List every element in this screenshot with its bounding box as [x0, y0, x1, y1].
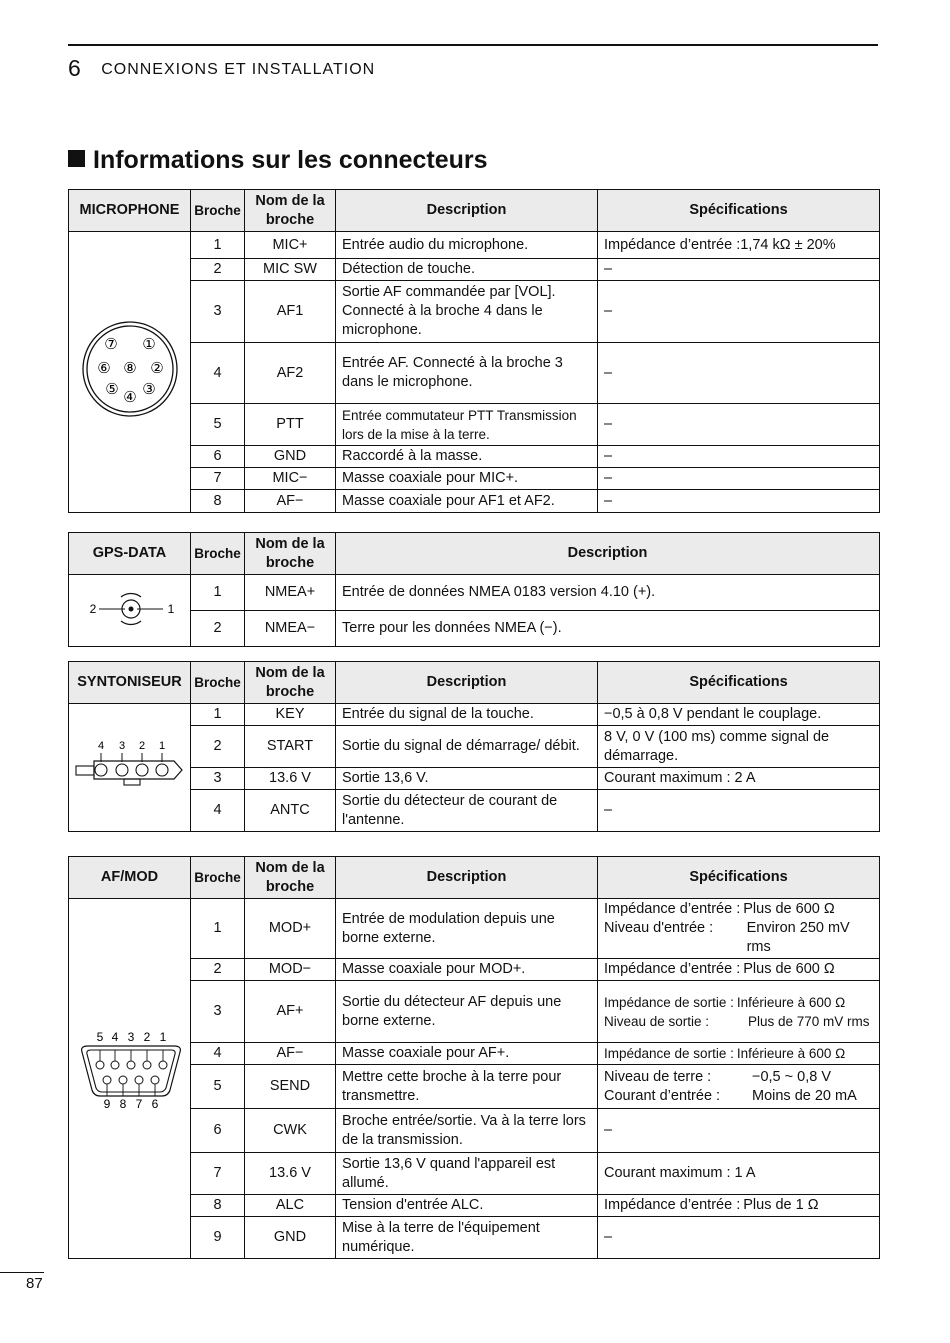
pin-name: GND	[245, 1217, 336, 1259]
pin-number: 7	[191, 1153, 245, 1195]
spec-value: Inférieure à 600 Ω	[736, 994, 846, 1010]
afmod-pin-label: 5	[96, 1029, 103, 1044]
table-row	[69, 768, 880, 790]
spec-key: Impédance d’entrée :	[604, 961, 741, 977]
pin-number: 5	[191, 404, 245, 446]
table-row	[69, 446, 880, 468]
pin-spec	[598, 981, 880, 1043]
col-nom: Nom de la broche	[245, 190, 336, 232]
pin-name: NMEA−	[245, 611, 336, 647]
section-heading	[68, 146, 488, 175]
pin-number: 2	[191, 611, 245, 647]
tuner-pin-label: 3	[118, 739, 125, 752]
table-row	[69, 259, 880, 281]
pin-number: 3	[191, 768, 245, 790]
spec-value: Environ 250 mV rms	[746, 920, 850, 955]
pin-name: AF−	[245, 490, 336, 513]
col-specifications: Spécifications	[598, 190, 880, 232]
mic-pin-label: ⑦	[103, 335, 118, 353]
col-specifications: Spécifications	[598, 857, 880, 899]
pin-spec	[598, 1217, 880, 1259]
tuner-pin-label: 4	[97, 739, 104, 752]
footer-rule	[0, 1272, 44, 1273]
table-row	[69, 959, 880, 981]
pin-spec	[598, 1065, 880, 1109]
pin-name: ANTC	[245, 790, 336, 832]
spec-key: Impédance de sortie :	[604, 994, 734, 1010]
pin-name: MIC−	[245, 468, 336, 490]
pin-number: 4	[191, 790, 245, 832]
afmod-pin-label: 2	[143, 1029, 150, 1044]
pin-name: MOD−	[245, 959, 336, 981]
pin-number: 5	[191, 1065, 245, 1109]
pin-number: 6	[191, 446, 245, 468]
pin-name: PTT	[245, 404, 336, 446]
table-row	[69, 1153, 880, 1195]
pin-spec	[598, 1195, 880, 1217]
chapter-title: CONNEXIONS ET INSTALLATION	[101, 61, 376, 78]
table-row	[69, 1109, 880, 1153]
pin-spec: –	[598, 490, 880, 513]
tuner-connector-icon	[70, 735, 190, 795]
pin-name: MIC+	[245, 232, 336, 259]
pin-number: 1	[191, 704, 245, 726]
table-row	[69, 1065, 880, 1109]
pin-name: SEND	[245, 1065, 336, 1109]
afmod-pin-label: 7	[135, 1096, 142, 1111]
pin-number: 8	[191, 1195, 245, 1217]
gps-pin-label: 1	[167, 601, 174, 616]
microphone-table	[68, 189, 880, 513]
col-description: Description	[336, 662, 598, 704]
pin-number: 4	[191, 343, 245, 404]
table-row	[69, 726, 880, 768]
pin-name: MOD+	[245, 899, 336, 959]
pin-spec: –	[598, 468, 880, 490]
col-nom: Nom de la broche	[245, 533, 336, 575]
pin-description: Entrée de données NMEA 0183 version 4.10 (+).	[336, 575, 880, 611]
spec-value: Moins de 20 mA	[752, 1087, 857, 1104]
table-row	[69, 1217, 880, 1259]
spec-key: Niveau de sortie :	[604, 1013, 710, 1029]
pin-description: Sortie du signal de démarrage/ débit.	[336, 726, 598, 768]
page-number: 87	[26, 1275, 43, 1292]
pin-description: Sortie du détecteur AF depuis une borne externe.	[336, 981, 598, 1043]
pin-spec: Courant maximum : 2 A	[598, 768, 880, 790]
pin-name: 13.6 V	[245, 768, 336, 790]
spec-key: Courant maximum : 1 A	[604, 1165, 756, 1181]
pin-description: Sortie du détecteur de courant de l'antenne.	[336, 790, 598, 832]
mic-pin-label: ③	[141, 380, 156, 398]
connector-title: GPS-DATA	[69, 533, 191, 575]
pin-description: Mettre cette broche à la terre pour transmettre.	[336, 1065, 598, 1109]
connector-title: SYNTONISEUR	[69, 662, 191, 704]
chapter-number: 6	[68, 55, 81, 81]
pin-name: AF+	[245, 981, 336, 1043]
col-description: Description	[336, 190, 598, 232]
spec-value: Inférieure à 600 Ω	[736, 1046, 846, 1061]
col-description: Description	[336, 533, 880, 575]
table-row	[69, 1043, 880, 1065]
pin-description: Sortie AF commandée par [VOL]. Connecté à la broche 4 dans le microphone.	[336, 281, 598, 343]
pin-spec	[598, 1153, 880, 1195]
table-row	[69, 490, 880, 513]
pin-name: GND	[245, 446, 336, 468]
afmod-pin-label: 1	[159, 1029, 166, 1044]
col-description: Description	[336, 857, 598, 899]
pin-number: 6	[191, 1109, 245, 1153]
pin-description: Raccordé à la masse.	[336, 446, 598, 468]
afmod-table	[68, 856, 880, 1259]
pin-description: Entrée de modulation depuis une borne externe.	[336, 899, 598, 959]
table-header-row	[69, 857, 880, 899]
mic-pin-label: ⑤	[104, 380, 119, 398]
pin-name: ALC	[245, 1195, 336, 1217]
connector-title: MICROPHONE	[69, 190, 191, 232]
mic-pin-label: ⑥	[96, 359, 111, 377]
pin-name: NMEA+	[245, 575, 336, 611]
pin-name: AF−	[245, 1043, 336, 1065]
pin-spec	[598, 899, 880, 959]
pin-number: 1	[191, 575, 245, 611]
spec-value: Plus de 770 mV rms	[748, 1013, 870, 1029]
table-row	[69, 575, 880, 611]
pin-name: CWK	[245, 1109, 336, 1153]
col-broche: Broche	[191, 662, 245, 704]
pin-spec	[598, 1109, 880, 1153]
pin-description: Terre pour les données NMEA (−).	[336, 611, 880, 647]
pin-spec: −0,5 à 0,8 V pendant le couplage.	[598, 704, 880, 726]
pin-number: 3	[191, 981, 245, 1043]
spec-key: –	[604, 1122, 613, 1138]
spec-key: Impédance d’entrée :	[604, 1197, 741, 1213]
pin-description: Masse coaxiale pour AF+.	[336, 1043, 598, 1065]
afmod-pin-label: 3	[127, 1029, 134, 1044]
pin-number: 1	[191, 899, 245, 959]
pin-name: MIC SW	[245, 259, 336, 281]
pin-number: 8	[191, 490, 245, 513]
spec-key: Impédance de sortie :	[604, 1046, 734, 1061]
tuner-pin-label: 1	[158, 739, 165, 752]
pin-name: KEY	[245, 704, 336, 726]
table-row	[69, 281, 880, 343]
spec-value: −0,5 ~ 0,8 V	[752, 1068, 832, 1085]
table-row	[69, 404, 880, 446]
pin-spec: –	[598, 446, 880, 468]
pin-description: Entrée AF. Connecté à la broche 3 dans le microphone.	[336, 343, 598, 404]
table-row	[69, 611, 880, 647]
pin-number: 3	[191, 281, 245, 343]
dsub9-connector-icon	[70, 1026, 190, 1126]
tuner-pin-label: 2	[138, 739, 145, 752]
gps-connector-diagram	[69, 575, 191, 647]
afmod-pin-label: 8	[119, 1096, 126, 1111]
table-row	[69, 1195, 880, 1217]
mic-connector-icon	[75, 314, 185, 424]
table-header-row	[69, 533, 880, 575]
mic-pin-label: ①	[141, 335, 156, 353]
chapter-heading	[68, 55, 375, 82]
pin-description: Masse coaxiale pour MOD+.	[336, 959, 598, 981]
pin-name: START	[245, 726, 336, 768]
spec-value: Plus de 600 Ω	[743, 901, 835, 917]
table-row	[69, 704, 880, 726]
spec-value: Plus de 1 Ω	[743, 1197, 819, 1213]
pin-number: 2	[191, 259, 245, 281]
pin-spec	[598, 1043, 880, 1065]
pin-description: Mise à la terre de l'équipement numérique.	[336, 1217, 598, 1259]
pin-description: Masse coaxiale pour AF1 et AF2.	[336, 490, 598, 513]
pin-description: Tension d'entrée ALC.	[336, 1195, 598, 1217]
pin-spec: –	[598, 281, 880, 343]
mic-pin-label: ②	[149, 359, 164, 377]
tuner-table	[68, 661, 880, 832]
spec-key: Niveau de terre :	[604, 1068, 712, 1085]
connector-title: AF/MOD	[69, 857, 191, 899]
pin-name: 13.6 V	[245, 1153, 336, 1195]
table-header-row	[69, 190, 880, 232]
spec-key: –	[604, 1229, 613, 1245]
pin-number: 2	[191, 959, 245, 981]
col-broche: Broche	[191, 533, 245, 575]
col-broche: Broche	[191, 857, 245, 899]
square-bullet-icon	[68, 150, 85, 167]
col-nom: Nom de la broche	[245, 662, 336, 704]
pin-description: Détection de touche.	[336, 259, 598, 281]
spec-key: Impédance d’entrée :	[604, 901, 741, 917]
pin-description: Sortie 13,6 V.	[336, 768, 598, 790]
table-row	[69, 343, 880, 404]
pin-description: Entrée audio du microphone.	[336, 232, 598, 259]
pin-number: 1	[191, 232, 245, 259]
microphone-connector-diagram	[69, 232, 191, 513]
col-specifications: Spécifications	[598, 662, 880, 704]
table-row	[69, 899, 880, 959]
pin-spec	[598, 959, 880, 981]
pin-number: 9	[191, 1217, 245, 1259]
pin-spec: –	[598, 259, 880, 281]
mic-pin-label: ④	[122, 388, 137, 406]
pin-spec: 8 V, 0 V (100 ms) comme signal de démarrage.	[598, 726, 880, 768]
afmod-connector-diagram	[69, 899, 191, 1259]
tuner-connector-diagram	[69, 704, 191, 832]
mic-pin-label: ⑧	[122, 359, 137, 377]
table-row	[69, 981, 880, 1043]
gps-pin-label: 2	[89, 601, 96, 616]
table-row	[69, 468, 880, 490]
table-row	[69, 232, 880, 259]
col-broche: Broche	[191, 190, 245, 232]
pin-spec: –	[598, 790, 880, 832]
pin-spec: –	[598, 404, 880, 446]
afmod-pin-label: 6	[151, 1096, 158, 1111]
afmod-pin-label: 4	[111, 1029, 118, 1044]
afmod-pin-label: 9	[103, 1096, 110, 1111]
pin-spec: –	[598, 343, 880, 404]
header-rule	[68, 44, 878, 46]
gps-data-table	[68, 532, 880, 647]
col-nom: Nom de la broche	[245, 857, 336, 899]
section-title: Informations sur les connecteurs	[93, 146, 488, 174]
pin-name: AF2	[245, 343, 336, 404]
pin-number: 4	[191, 1043, 245, 1065]
pin-number: 2	[191, 726, 245, 768]
table-row	[69, 790, 880, 832]
pin-description: Sortie 13,6 V quand l'appareil est allumé.	[336, 1153, 598, 1195]
pin-description: Masse coaxiale pour MIC+.	[336, 468, 598, 490]
pin-name: AF1	[245, 281, 336, 343]
pin-description: Entrée commutateur PTT Transmission lors de la mise à la terre.	[336, 404, 598, 446]
spec-key: Niveau d'entrée :	[604, 920, 714, 936]
gps-connector-icon	[75, 578, 185, 638]
pin-number: 7	[191, 468, 245, 490]
table-header-row	[69, 662, 880, 704]
pin-description: Entrée du signal de la touche.	[336, 704, 598, 726]
pin-spec: Impédance d’entrée :1,74 kΩ ± 20%	[598, 232, 880, 259]
spec-key: Courant d’entrée :	[604, 1087, 721, 1104]
pin-description: Broche entrée/sortie. Va à la terre lors de la transmission.	[336, 1109, 598, 1153]
spec-value: Plus de 600 Ω	[743, 961, 835, 977]
